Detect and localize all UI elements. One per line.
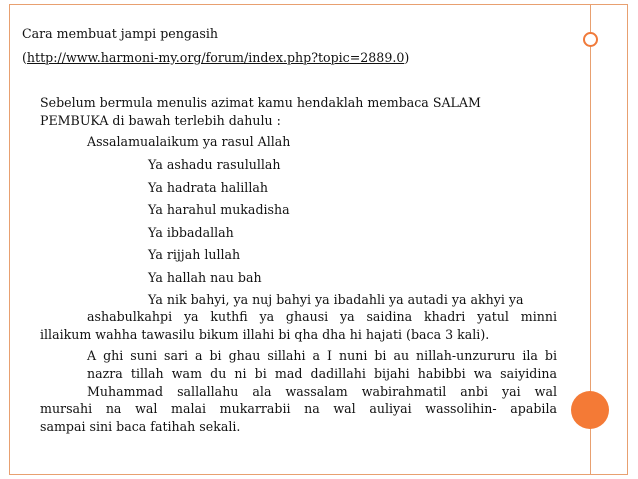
slide-title: Cara membuat jampi pengasih xyxy=(22,26,219,41)
paragraph-2-line-1 xyxy=(87,348,557,364)
source-citation xyxy=(22,50,409,66)
paragraph-2-line-2-text: nazra tillah wam du ni bi mad dadillahi bijahi habibbi wa saiyidina xyxy=(87,366,557,381)
decorative-small-circle xyxy=(583,32,598,47)
paragraph-1-line-2 xyxy=(87,309,557,325)
invocation-line: Ya hadrata halillah xyxy=(148,180,268,195)
paragraph-2-line-1-text: A ghi suni sari a bi ghau sillahi a I nuni bi au nillah-unzururu ila bi xyxy=(87,348,557,363)
invocation-line: Ya hallah nau bah xyxy=(148,270,262,285)
paragraph-2-line-3-text: Muhammad sallallahu ala wassalam wabirahmatil anbi yai wal xyxy=(87,384,557,399)
paragraph-2-line-4 xyxy=(40,401,557,417)
source-link[interactable]: http://www.harmoni-my.org/forum/index.php?topic=2889.0 xyxy=(26,50,405,65)
invocation-line: Ya ashadu rasulullah xyxy=(148,157,281,172)
paragraph-2-line-2 xyxy=(87,366,557,382)
intro-line-2: PEMBUKA di bawah terlebih dahulu : xyxy=(40,113,281,128)
source-open-paren: ( xyxy=(22,50,27,65)
decorative-large-circle xyxy=(571,391,609,429)
greeting-line: Assalamualaikum ya rasul Allah xyxy=(87,134,291,149)
paragraph-1-line-2-text: ashabulkahpi ya kuthfi ya ghausi ya saidina khadri yatul minni xyxy=(87,309,557,324)
paragraph-1-line-3: illaikum wahha tawasilu bikum illahi bi qha dha hi hajati (baca 3 kali). xyxy=(40,327,490,342)
paragraph-2-line-3 xyxy=(87,384,557,400)
intro-line-1: Sebelum bermula menulis azimat kamu hendaklah membaca SALAM xyxy=(40,95,481,110)
paragraph-2-line-5: sampai sini baca fatihah sekali. xyxy=(40,419,241,434)
paragraph-2-line-4-text: mursahi na wal malai mukarrabii na wal auliyai wassolihin- apabila xyxy=(40,401,557,416)
source-close-paren: ) xyxy=(404,50,410,65)
invocation-line: Ya rijjah lullah xyxy=(148,247,241,262)
invocation-line: Ya nik bahyi, ya nuj bahyi ya ibadahli ya autadi ya akhyi ya xyxy=(148,292,524,307)
invocation-line: Ya harahul mukadisha xyxy=(148,202,290,217)
invocation-line: Ya ibbadallah xyxy=(148,225,234,240)
